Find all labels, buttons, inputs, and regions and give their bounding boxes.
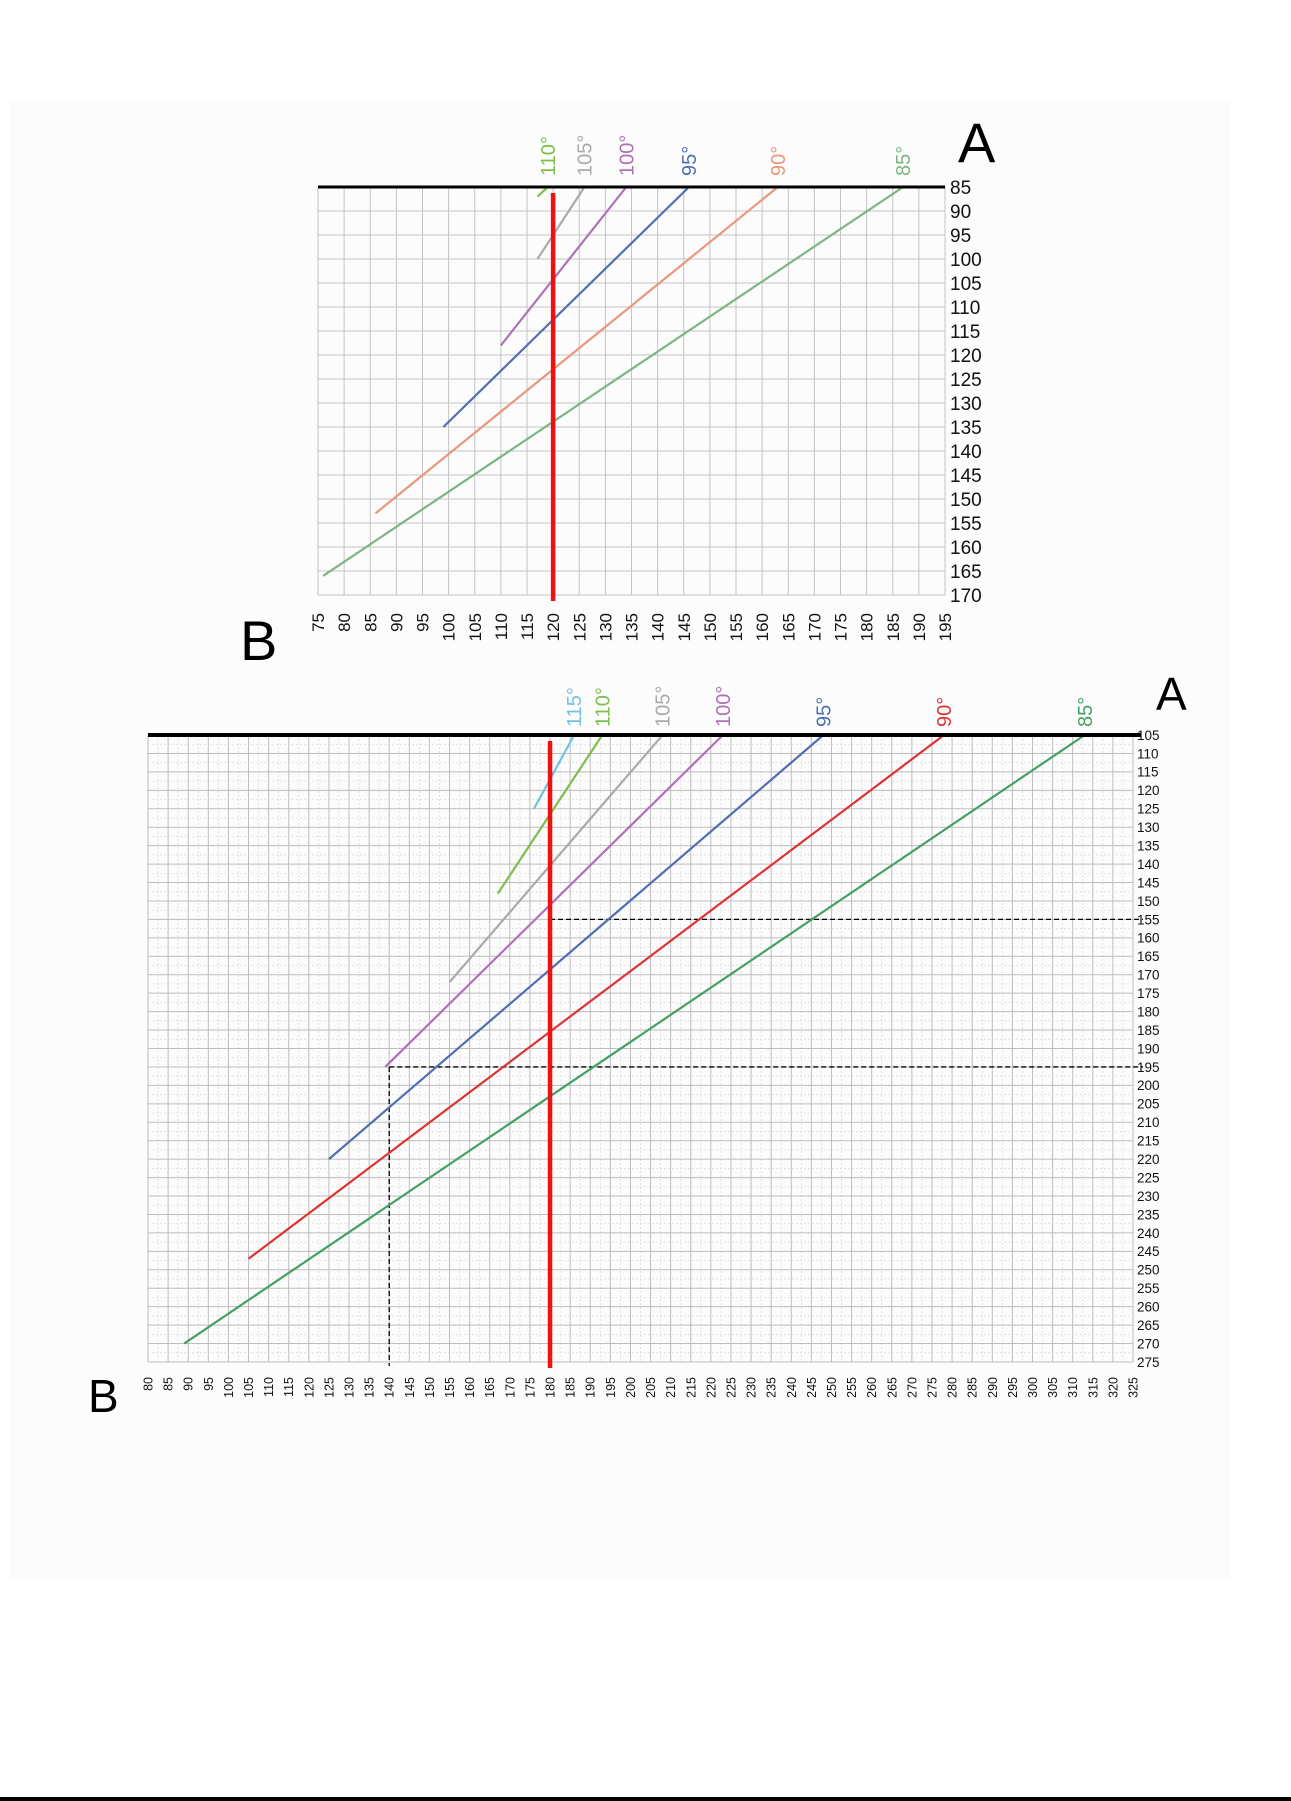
x-tick-label: 205	[644, 1377, 659, 1398]
y-tick-label: 185	[1137, 1022, 1160, 1038]
x-tick-label: 285	[965, 1377, 980, 1398]
x-tick-label: 170	[503, 1377, 518, 1398]
y-tick-label: 170	[1137, 967, 1160, 983]
x-tick-label: 220	[704, 1377, 719, 1398]
y-tick-label: 195	[1137, 1059, 1160, 1075]
series-label: 90°	[767, 145, 790, 176]
y-tick-label: 115	[950, 321, 981, 343]
x-tick-label: 120	[544, 613, 564, 642]
x-tick-label: 245	[804, 1377, 819, 1398]
y-tick-label: 105	[1137, 727, 1160, 743]
x-tick-label: 115	[282, 1377, 297, 1397]
y-tick-label: 180	[1137, 1004, 1160, 1020]
chart-bottom-axis-label-a: A	[1156, 668, 1187, 720]
x-tick-label: 85	[361, 613, 381, 632]
y-tick-label: 220	[1137, 1152, 1160, 1168]
x-tick-label: 135	[622, 613, 642, 642]
x-tick-label: 95	[201, 1377, 216, 1391]
y-tick-label: 210	[1137, 1115, 1160, 1131]
x-tick-label: 175	[523, 1377, 538, 1398]
chart-bottom-guides	[389, 919, 1143, 1366]
y-tick-label: 260	[1137, 1299, 1160, 1315]
chart-bottom-axis-label-b: B	[88, 1370, 119, 1422]
x-tick-label: 180	[857, 613, 877, 642]
x-tick-label: 160	[753, 613, 773, 642]
x-tick-label: 280	[945, 1377, 960, 1398]
x-tick-label: 165	[779, 613, 799, 642]
x-tick-label: 265	[885, 1377, 900, 1398]
x-tick-label: 175	[831, 613, 851, 642]
y-tick-label: 125	[1137, 801, 1160, 817]
x-tick-label: 295	[1005, 1377, 1020, 1398]
x-tick-label: 275	[925, 1377, 940, 1398]
y-tick-label: 135	[950, 417, 982, 439]
x-tick-label: 290	[985, 1377, 1000, 1398]
x-tick-label: 155	[727, 613, 747, 642]
x-tick-label: 215	[684, 1377, 699, 1398]
x-tick-label: 150	[422, 1377, 437, 1398]
x-tick-label: 100	[439, 613, 459, 642]
y-tick-label: 245	[1137, 1244, 1160, 1260]
y-tick-label: 90	[950, 201, 972, 223]
y-tick-label: 265	[1137, 1317, 1160, 1333]
x-tick-label: 115	[518, 613, 538, 641]
y-tick-label: 235	[1137, 1207, 1160, 1223]
x-tick-label: 235	[764, 1377, 779, 1398]
y-tick-label: 225	[1137, 1170, 1160, 1186]
x-tick-label: 105	[465, 613, 485, 642]
x-tick-label: 120	[302, 1377, 317, 1398]
y-tick-label: 190	[1137, 1041, 1160, 1057]
x-tick-label: 225	[724, 1377, 739, 1398]
x-tick-label: 155	[443, 1377, 458, 1398]
x-tick-label: 95	[413, 613, 433, 632]
y-tick-label: 150	[950, 489, 982, 511]
x-tick-label: 125	[322, 1377, 337, 1398]
x-tick-label: 110	[491, 613, 511, 641]
series-label: 100°	[616, 134, 639, 176]
series-label: 110°	[592, 687, 615, 727]
x-tick-label: 270	[905, 1377, 920, 1398]
x-tick-label: 140	[382, 1377, 397, 1398]
y-tick-label: 160	[950, 537, 982, 559]
y-tick-label: 125	[950, 369, 982, 391]
y-tick-label: 130	[1137, 820, 1160, 836]
chart-bottom-series-labels	[564, 686, 1097, 727]
y-tick-label: 155	[1137, 912, 1160, 928]
x-tick-label: 300	[1025, 1377, 1040, 1398]
x-tick-label: 165	[483, 1377, 498, 1398]
x-tick-label: 325	[1126, 1377, 1141, 1398]
x-tick-label: 90	[387, 613, 407, 632]
x-tick-label: 315	[1086, 1377, 1101, 1398]
y-tick-label: 85	[950, 177, 972, 199]
x-tick-label: 145	[674, 613, 694, 642]
y-tick-label: 110	[1137, 746, 1159, 762]
series-label: 90°	[934, 696, 957, 727]
x-tick-label: 170	[805, 613, 825, 642]
y-tick-label: 115	[1137, 764, 1159, 780]
y-tick-label: 120	[950, 345, 982, 367]
x-tick-label: 210	[664, 1377, 679, 1398]
x-tick-label: 135	[362, 1377, 377, 1398]
x-tick-label: 80	[141, 1377, 156, 1391]
y-tick-label: 165	[1137, 949, 1160, 965]
y-tick-label: 140	[950, 441, 982, 463]
series-label: 105°	[574, 134, 597, 176]
x-tick-label: 145	[402, 1377, 417, 1398]
y-tick-label: 165	[950, 561, 982, 583]
y-tick-label: 110	[950, 297, 981, 319]
x-tick-label: 160	[463, 1377, 478, 1398]
y-tick-label: 170	[950, 585, 982, 607]
y-tick-label: 130	[950, 393, 982, 415]
x-tick-label: 150	[700, 613, 720, 642]
y-tick-label: 140	[1137, 856, 1160, 872]
x-tick-label: 240	[784, 1377, 799, 1398]
x-tick-label: 320	[1106, 1377, 1121, 1398]
x-tick-label: 305	[1046, 1377, 1061, 1398]
series-label: 115°	[564, 687, 587, 727]
x-tick-label: 110	[262, 1377, 277, 1397]
x-tick-label: 195	[603, 1377, 618, 1398]
x-tick-label: 180	[543, 1377, 558, 1398]
x-tick-label: 255	[845, 1377, 860, 1398]
y-tick-label: 160	[1137, 930, 1160, 946]
y-tick-label: 155	[950, 513, 982, 535]
y-tick-label: 270	[1137, 1336, 1160, 1352]
y-tick-label: 150	[1137, 893, 1160, 909]
chart-top-axis-label-a: A	[958, 111, 996, 174]
y-tick-label: 105	[950, 273, 982, 295]
x-tick-label: 100	[221, 1377, 236, 1398]
x-tick-label: 190	[583, 1377, 598, 1398]
x-tick-label: 90	[181, 1377, 196, 1391]
series-label: 95°	[678, 145, 701, 176]
x-tick-label: 130	[342, 1377, 357, 1398]
y-tick-label: 135	[1137, 838, 1160, 854]
y-tick-label: 145	[950, 465, 982, 487]
series-label: 85°	[1074, 696, 1097, 727]
y-tick-label: 145	[1137, 875, 1160, 891]
x-tick-label: 185	[883, 613, 903, 642]
x-tick-label: 250	[824, 1377, 839, 1398]
chart-bottom-y-ticks	[1137, 728, 1160, 1370]
y-tick-label: 240	[1137, 1225, 1160, 1241]
y-tick-label: 205	[1137, 1096, 1160, 1112]
x-tick-label: 260	[865, 1377, 880, 1398]
x-tick-label: 230	[744, 1377, 759, 1398]
series-label: 100°	[712, 685, 735, 727]
x-tick-label: 195	[936, 613, 956, 642]
x-tick-label: 105	[242, 1377, 257, 1398]
x-tick-label: 185	[563, 1377, 578, 1398]
y-tick-label: 255	[1137, 1281, 1160, 1297]
y-tick-label: 215	[1137, 1133, 1160, 1149]
x-tick-label: 190	[909, 613, 929, 642]
chart-bottom-x-ticks	[142, 1377, 1141, 1398]
x-tick-label: 310	[1066, 1377, 1081, 1398]
x-tick-label: 140	[648, 613, 668, 642]
y-tick-label: 120	[1137, 783, 1160, 799]
x-tick-label: 75	[309, 613, 329, 632]
x-tick-label: 85	[161, 1377, 176, 1391]
series-label: 105°	[652, 685, 675, 727]
y-tick-label: 175	[1137, 986, 1160, 1002]
series-label: 95°	[813, 696, 836, 727]
series-label: 110°	[537, 136, 560, 176]
series-label: 85°	[893, 145, 916, 176]
y-tick-label: 95	[950, 225, 972, 247]
y-tick-label: 100	[950, 249, 982, 271]
page-bottom-rule	[0, 1797, 1291, 1801]
chart-top-axis-label-b: B	[240, 609, 278, 672]
x-tick-label: 80	[335, 613, 355, 632]
x-tick-label: 130	[596, 613, 616, 642]
y-tick-label: 275	[1137, 1354, 1160, 1370]
y-tick-label: 230	[1137, 1188, 1160, 1204]
x-tick-label: 200	[623, 1377, 638, 1398]
x-tick-label: 125	[570, 613, 590, 642]
y-tick-label: 250	[1137, 1262, 1160, 1278]
y-tick-label: 200	[1137, 1078, 1160, 1094]
